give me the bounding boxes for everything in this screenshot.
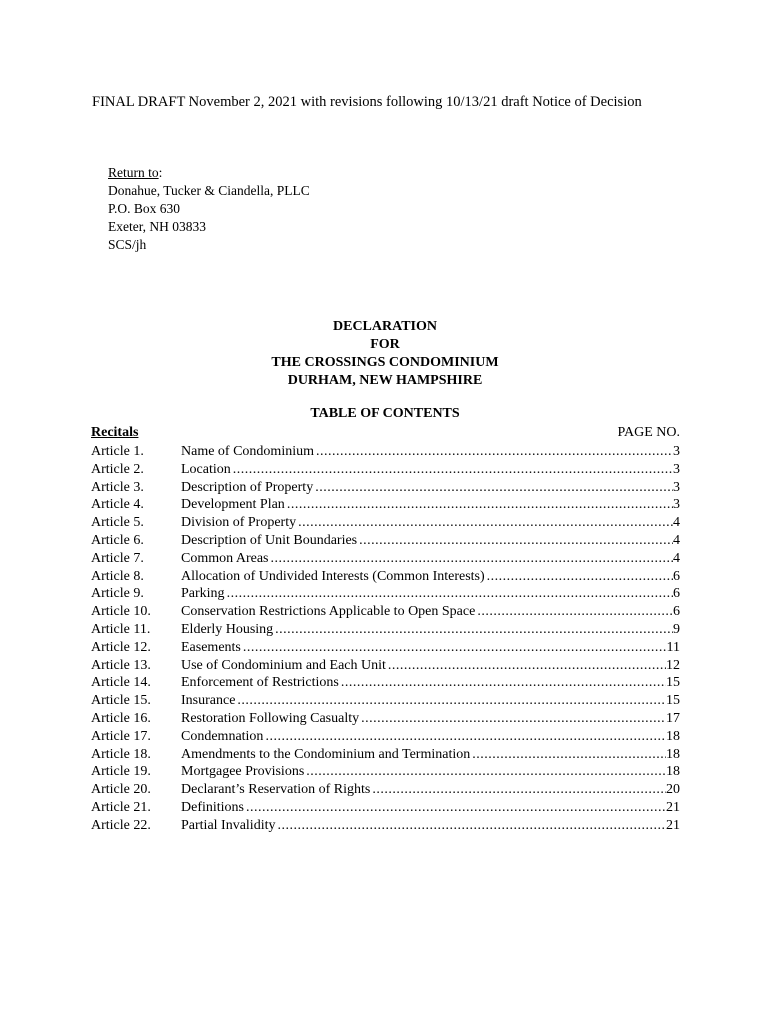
- toc-dot-leader: [388, 657, 666, 675]
- toc-article-number: Article 20.: [91, 782, 151, 798]
- toc-entry: [91, 479, 680, 497]
- toc-entry-body: [181, 710, 680, 728]
- toc-entry: [91, 746, 680, 764]
- toc-entry: [91, 710, 680, 728]
- toc-entry: [91, 817, 680, 835]
- toc-dot-leader: [275, 621, 673, 639]
- toc-entry: [91, 461, 680, 479]
- toc-entry-body: [181, 514, 680, 532]
- toc-article-title: Partial Invalidity: [181, 817, 276, 833]
- toc-article-number: Article 12.: [91, 639, 151, 655]
- toc-article-title: Enforcement of Restrictions: [181, 675, 339, 691]
- toc-dot-leader: [306, 763, 666, 781]
- toc-entry: [91, 799, 680, 817]
- toc-dot-leader: [237, 692, 666, 710]
- toc-dot-leader: [243, 639, 667, 657]
- toc-entry-body: [181, 461, 680, 479]
- toc-entry-body: [181, 532, 680, 550]
- toc-entry-body: [181, 479, 680, 497]
- toc-page-number: 3: [673, 497, 680, 513]
- return-po-box: P.O. Box 630: [108, 201, 181, 216]
- toc-article-title: Definitions: [181, 799, 244, 815]
- toc-article-title: Conservation Restrictions Applicable to Open Space: [181, 604, 476, 620]
- toc-article-number: Article 22.: [91, 817, 151, 833]
- toc-article-number: Article 4.: [91, 497, 144, 513]
- toc-article-number: Article 18.: [91, 746, 151, 762]
- toc-page-number: 18: [666, 728, 680, 744]
- toc-article-title: Description of Property: [181, 479, 314, 495]
- toc-article-title: Location: [181, 461, 231, 477]
- toc-dot-leader: [277, 817, 666, 835]
- toc-dot-leader: [477, 603, 673, 621]
- toc-entry: [91, 674, 680, 692]
- toc-heading: TABLE OF CONTENTS: [310, 406, 460, 421]
- toc-entry: [91, 550, 680, 568]
- toc-entry: [91, 514, 680, 532]
- toc-dot-leader: [271, 550, 674, 568]
- document-title: [0, 318, 770, 390]
- toc-entry-body: [181, 799, 680, 817]
- toc-article-number: Article 11.: [91, 621, 151, 637]
- toc-page-number: 20: [666, 782, 680, 798]
- toc-entry: [91, 603, 680, 621]
- toc-entry-body: [181, 746, 680, 764]
- toc-page-number: 3: [673, 461, 680, 477]
- recitals-label: Recitals: [91, 425, 139, 440]
- toc-article-title: Name of Condominium: [181, 444, 314, 459]
- title-line-3: THE CROSSINGS CONDOMINIUM: [271, 355, 499, 370]
- toc-entry: [91, 621, 680, 639]
- toc-dot-leader: [233, 461, 673, 479]
- toc-entry-body: [181, 443, 680, 461]
- toc-article-title: Insurance: [181, 693, 236, 709]
- toc-article-number: Article 15.: [91, 693, 151, 709]
- toc-article-number: Article 9.: [91, 586, 144, 602]
- toc-article-number: Article 3.: [91, 479, 144, 495]
- toc-dot-leader: [341, 674, 666, 692]
- toc-entry: [91, 568, 680, 586]
- toc-page-number: 3: [673, 444, 680, 459]
- return-initials: SCS/jh: [108, 237, 147, 252]
- toc-entry-body: [181, 585, 680, 603]
- toc-article-title: Division of Property: [181, 515, 297, 531]
- toc-dot-leader: [287, 496, 673, 514]
- toc-article-number: Article 17.: [91, 728, 151, 744]
- toc-entry: [91, 585, 680, 603]
- toc-page-number: 15: [666, 675, 680, 691]
- toc-article-title: Declarant’s Reservation of Rights: [181, 782, 371, 798]
- toc-page-number: 12: [666, 657, 680, 673]
- toc-article-number: Article 1.: [91, 444, 144, 459]
- toc-entry: [91, 532, 680, 550]
- toc-entry-body: [181, 639, 680, 657]
- title-line-2: FOR: [370, 337, 400, 352]
- toc-page-number: 6: [673, 586, 680, 602]
- return-to-label: Return to: [108, 165, 159, 180]
- title-line-4: DURHAM, NEW HAMPSHIRE: [287, 373, 483, 388]
- toc-article-number: Article 21.: [91, 799, 151, 815]
- toc-entry-body: [181, 568, 680, 586]
- toc-page-number: 4: [673, 550, 680, 566]
- toc-entry: [91, 496, 680, 514]
- toc-entry: [91, 657, 680, 675]
- toc-dot-leader: [372, 781, 666, 799]
- toc-page-number: 6: [673, 568, 680, 584]
- toc-article-title: Use of Condominium and Each Unit: [181, 657, 386, 673]
- toc-article-number: Article 10.: [91, 604, 151, 620]
- toc-article-title: Mortgagee Provisions: [181, 764, 305, 780]
- toc-dot-leader: [227, 585, 673, 603]
- toc-page-number: 9: [673, 621, 680, 637]
- toc-dot-leader: [246, 799, 666, 817]
- toc-dot-leader: [359, 532, 673, 550]
- toc-dot-leader: [315, 479, 673, 497]
- toc-dot-leader: [472, 746, 666, 764]
- toc-page-number: 18: [666, 764, 680, 780]
- toc-article-title: Amendments to the Condominium and Termination: [181, 746, 471, 762]
- toc-entry-body: [181, 674, 680, 692]
- toc-article-number: Article 6.: [91, 532, 144, 548]
- toc-dot-leader: [265, 728, 666, 746]
- toc-article-title: Condemnation: [181, 728, 264, 744]
- toc-article-number: Article 8.: [91, 568, 144, 584]
- toc-entry-body: [181, 692, 680, 710]
- toc-article-title: Easements: [181, 639, 241, 655]
- toc-article-number: Article 14.: [91, 675, 151, 691]
- toc-entry-body: [181, 496, 680, 514]
- toc-entry-body: [181, 817, 680, 835]
- toc-entry-body: [181, 781, 680, 799]
- toc-entry-body: [181, 728, 680, 746]
- return-address-block: [108, 164, 310, 254]
- toc-article-title: Elderly Housing: [181, 621, 274, 637]
- toc-entry: [91, 692, 680, 710]
- title-line-1: DECLARATION: [333, 319, 437, 334]
- toc-article-title: Allocation of Undivided Interests (Common Interests): [181, 568, 485, 584]
- toc-entry: [91, 763, 680, 781]
- toc-entry: [91, 728, 680, 746]
- toc-article-number: Article 19.: [91, 764, 151, 780]
- toc-page-number: 18: [666, 746, 680, 762]
- return-to-line: Return to:: [108, 165, 163, 180]
- toc-entry-body: [181, 763, 680, 781]
- toc-article-title: Parking: [181, 586, 225, 602]
- toc-article-number: Article 7.: [91, 550, 144, 566]
- toc-article-number: Article 16.: [91, 710, 151, 726]
- toc-article-title: Description of Unit Boundaries: [181, 532, 358, 548]
- toc-dot-leader: [316, 443, 673, 461]
- toc-page-number: 21: [666, 799, 680, 815]
- toc-entry: [91, 443, 680, 461]
- toc-entry: [91, 781, 680, 799]
- toc-page-number: 6: [673, 604, 680, 620]
- toc-article-title: Common Areas: [181, 550, 269, 566]
- toc-page-number: 4: [673, 532, 680, 548]
- toc-entry-body: [181, 550, 680, 568]
- toc-article-title: Restoration Following Casualty: [181, 710, 360, 726]
- toc-dot-leader: [298, 514, 673, 532]
- toc-dot-leader: [487, 568, 673, 586]
- toc-entry-body: [181, 621, 680, 639]
- toc-article-number: Article 13.: [91, 657, 151, 673]
- toc-article-number: Article 5.: [91, 515, 144, 531]
- return-firm: Donahue, Tucker & Ciandella, PLLC: [108, 183, 310, 198]
- toc-dot-leader: [361, 710, 666, 728]
- page-no-header: PAGE NO.: [617, 425, 680, 440]
- toc-page-number: 4: [673, 515, 680, 531]
- toc-page-number: 21: [666, 817, 680, 833]
- toc-entry-body: [181, 603, 680, 621]
- return-city: Exeter, NH 03833: [108, 219, 207, 234]
- toc-article-title: Development Plan: [181, 497, 285, 513]
- toc-entry: [91, 639, 680, 657]
- toc-list: [91, 443, 680, 835]
- toc-article-number: Article 2.: [91, 461, 144, 477]
- toc-page-number: 17: [666, 710, 680, 726]
- toc-page-number: 3: [673, 479, 680, 495]
- toc-page-number: 15: [666, 693, 680, 709]
- draft-header: FINAL DRAFT November 2, 2021 with revisions following 10/13/21 draft Notice of Decision: [92, 94, 642, 110]
- toc-page-number: 11: [666, 639, 680, 655]
- toc-entry-body: [181, 657, 680, 675]
